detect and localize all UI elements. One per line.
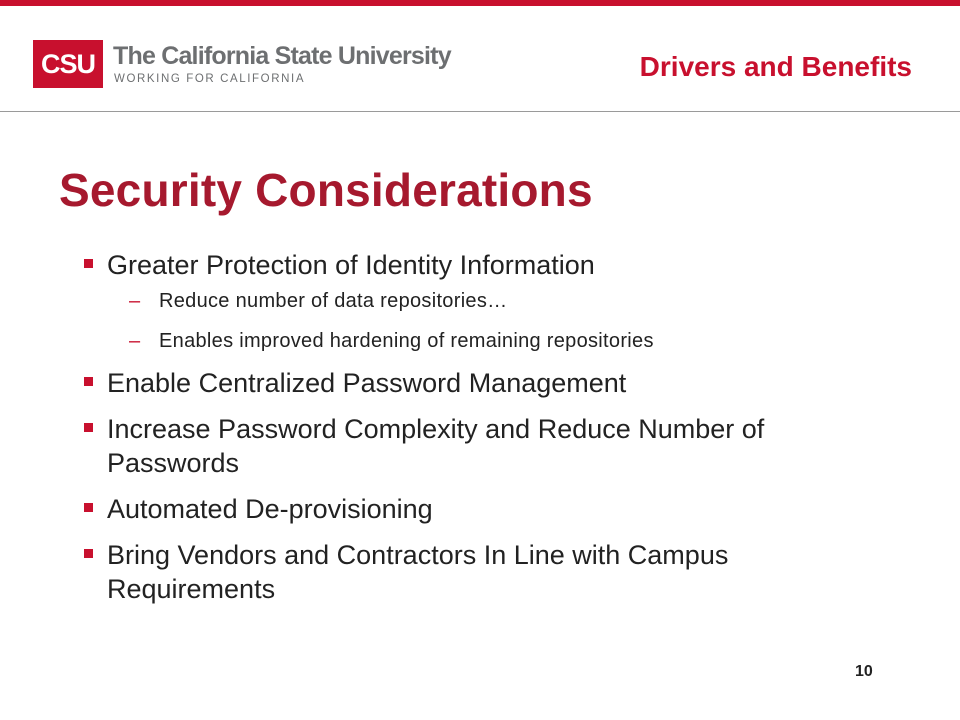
- logo-mark: CSU: [33, 40, 103, 88]
- square-bullet-icon: [84, 549, 93, 558]
- csu-logo: [33, 40, 451, 92]
- bullet-item: [82, 366, 902, 400]
- bullet-item: [82, 492, 902, 526]
- bullet-item: [82, 538, 902, 606]
- bullet-text: Greater Protection of Identity Information: [107, 250, 595, 280]
- logo-name: The California State University: [113, 42, 451, 70]
- bullet-item: [82, 248, 902, 354]
- logo-tagline: WORKING FOR CALIFORNIA: [114, 73, 306, 85]
- bullet-text: Enable Centralized Password Management: [107, 368, 627, 398]
- slide-title: Security Considerations: [59, 164, 593, 216]
- page-number: 10: [855, 663, 873, 680]
- sub-bullet-text: Enables improved hardening of remaining repositories: [159, 330, 654, 352]
- sub-bullet-text: Reduce number of data repositories…: [159, 290, 508, 312]
- sub-bullet-list: [107, 288, 902, 354]
- section-label: Drivers and Benefits: [639, 51, 912, 82]
- bullet-list: [82, 248, 902, 618]
- slide-header: [0, 6, 960, 111]
- dash-bullet-icon: –: [129, 290, 141, 312]
- bullet-item: [82, 412, 902, 480]
- bullet-text: Automated De-provisioning: [107, 494, 433, 524]
- dash-bullet-icon: –: [129, 330, 141, 352]
- sub-bullet-item: [107, 288, 902, 314]
- square-bullet-icon: [84, 503, 93, 512]
- square-bullet-icon: [84, 259, 93, 268]
- header-divider: [0, 111, 960, 112]
- bullet-text: Increase Password Complexity and Reduce Number of Passwords: [107, 414, 765, 478]
- square-bullet-icon: [84, 377, 93, 386]
- square-bullet-icon: [84, 423, 93, 432]
- bullet-text: Bring Vendors and Contractors In Line with Campus Requirements: [107, 540, 729, 604]
- sub-bullet-item: [107, 328, 902, 354]
